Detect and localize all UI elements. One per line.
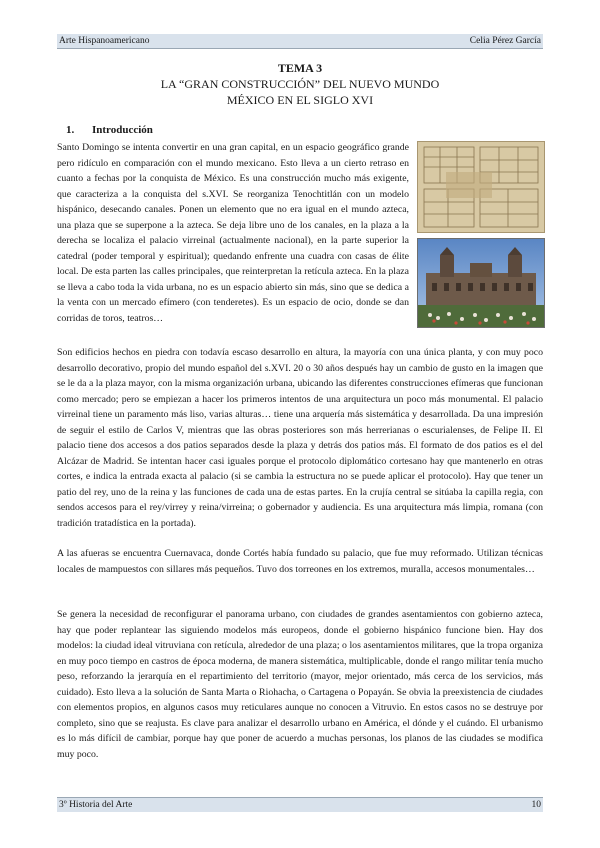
topic-title: LA “GRAN CONSTRUCCIÓN” DEL NUEVO MUNDO [160, 77, 440, 91]
section-number: 1. [66, 124, 75, 136]
cathedral-photo-drawing [418, 239, 544, 327]
topic-subtitle: MÉXICO EN EL SIGLO XVI [226, 93, 374, 107]
paragraph-1: Santo Domingo se intenta convertir en una gran capital, en un espacio geográfico grande pero ridículo en comparación con el mundo mexicano. Esto lleva a un cierto retraso en cuanto a fechas por la conquista de México. Es una construcción mucho más exigente, que caracteriza a la conquista del s.XVI. Se reorganiza Tenochtitlán con un modelo hispánico, desecando canales. Ponen un elemento que no era igual en el mundo azteca, una plaza que se superpone a la azteca. Se deja libre uno de los canales, en la plaza a la derecha se localiza el palacio virreinal (actualmente nacional), en la parte superior la catedral (poder temporal y espiritual); quedando enfrente una cuadra con casas de élite local. De esta parten las calles principales, que reinterpretan la retícula azteca. En la plaza se lleva a cabo toda la vida urbana, no es un espacio abierto sin más, sino que se dedica a la venta con un mercado efímero (con tenderetes). Es un espacio de ocio, donde se dan corridas de toros, teatros… [57, 142, 409, 324]
header-author: Celia Pérez García [469, 36, 541, 46]
paragraph-3: A las afueras se encuentra Cuernavaca, donde Cortés había fundado su palacio, que fue muy reformado. Utilizan técnicas locales de mampuestos con sillares más pequeños. Tuvo dos torreones en los extremos, muralla, accesos monumentales… [57, 548, 543, 575]
header-course: Arte Hispanoamericano [59, 36, 150, 46]
section-title: Introducción [92, 124, 153, 136]
historic-city-plan-image [417, 141, 545, 233]
page-header [57, 34, 543, 49]
cathedral-photo-image [417, 238, 545, 328]
topic-number: TEMA 3 [277, 61, 323, 75]
paragraph-4: Se genera la necesidad de reconfigurar el panorama urbano, con ciudades de grandes asentamientos con gobierno azteca, hay que poder replantear las siguiendo modelos más europeos, donde el gobierno hispánico funcione bien. Hay dos modelos: la ciudad ideal vitruviana con retícula, alrededor de una plaza; o los asentamientos militares, que la tropa organiza en muy poco tiempo en castros de época moderna, de manera sistemática, multiplicable, donde el rango militar tenía mucho peso, reforzando la jerarquía en el repartimiento del territorio (mayor, mejor orientado, más cerca de los servicios, más cuidado). Esto lleva a la solución de Santa Marta o Riohacha, o Cartagena o Popayán. Se obvia la preexistencia de ciudades con elementos propios, en algunos casos muy reticulares aunque no conocen a Vitruvio. En estos casos no se destruye por completo, sino que se reajusta. Es clave para analizar el desarrollo urbano en América, el dónde y el cuándo. El urbanismo es lo más difícil de cambiar, porque hay que poner de acuerdo a muchas personas, los planos de las ciudades se modifica muy poco. [57, 609, 543, 760]
page-number: 10 [531, 800, 541, 810]
paragraph-2: Son edificios hechos en piedra con todavía escaso desarrollo en altura, la mayoría con una única planta, y con muy poco desarrollo decorativo, propio del mundo español del s.XVI. 20 o 30 años después hay un cambio de gusto en la imagen que se le da a la plaza mayor, con la misma organización urbana, ubicando las diferentes construcciones efímeras que funcionan como mercado; pero se empiezan a hacer los primeros intentos de una arquitectura un poco más monumental. El palacio virreinal tiene un paramento más liso, varias alturas… tiene una arquería más sistemática y desarrollada. Da una impresión de seguir el estilo de Carlos V, mientras que las obras posteriores son más herrerianas o escurialenses, de Felipe II. El palacio tiene dos accesos a dos patios separados desde la plaza y detrás dos patios más. El formato de dos patios es el del Alcázar de Madrid. Se intentan hacer casi iguales porque el protocolo diplomático cortesano hay que mantenerlo en otras cortes, e indica la entrada exacta al palacio (si se cambia la estructura no se puede aplicar el protocolo). Hay que tener un patio del rey, uno de la reina y las funciones de cada una de estas partes. En la crujía central se sitúaba la capilla regia, con sendos accesos para el rey/virrey y reina/virreina; o gobernador y audiencia. Es una arquitectura más limpia, romana (con tradición tratadística en la portada). [57, 347, 543, 529]
city-plan-drawing [418, 142, 544, 232]
footer-course: 3º Historia del Arte [59, 800, 133, 810]
section-heading [66, 124, 153, 136]
page-footer [57, 797, 543, 812]
